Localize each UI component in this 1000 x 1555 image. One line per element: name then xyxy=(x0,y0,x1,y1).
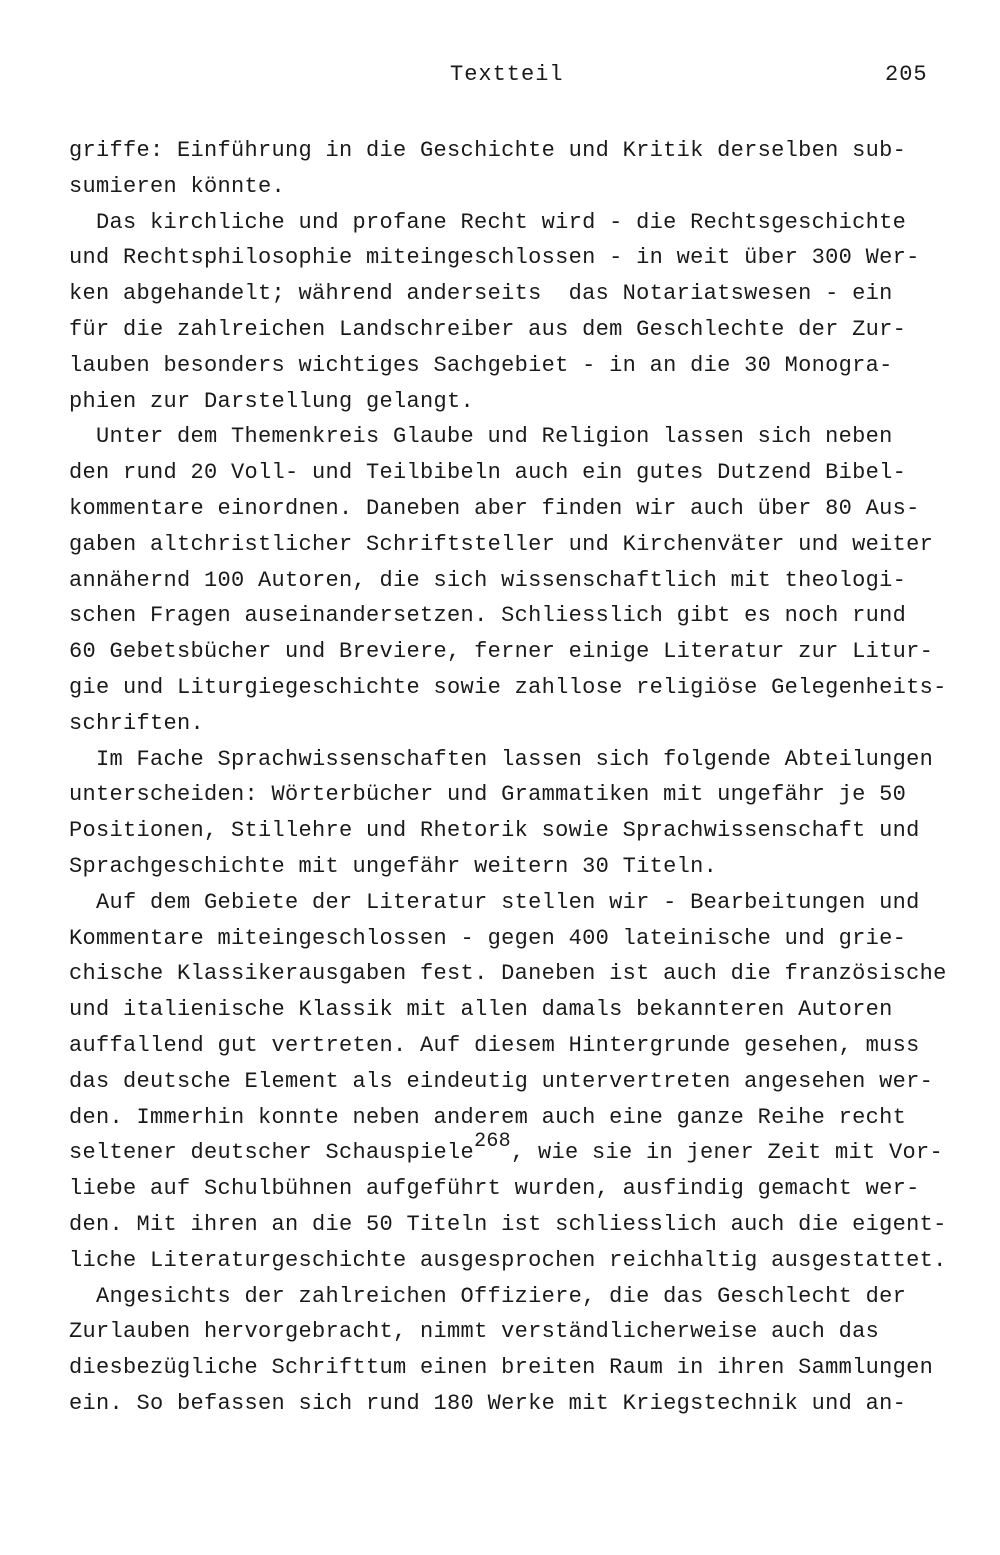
line-text-before-footnote: seltener deutscher Schauspiele xyxy=(69,1140,475,1166)
text-line: gie und Liturgiegeschichte sowie zahllose religiöse Gelegenheits- xyxy=(69,674,947,700)
text-line: Positionen, Stillehre und Rhetorik sowie Sprachwissenschaft und xyxy=(69,818,920,844)
text-line: für die zahlreichen Landschreiber aus dem Geschlechte der Zur- xyxy=(69,316,907,342)
text-line: den. Mit ihren an die 50 Titeln ist schliesslich auch die eigent- xyxy=(69,1211,947,1237)
text-line: diesbezügliche Schrifttum einen breiten Raum in ihren Sammlungen xyxy=(69,1355,934,1381)
page-header xyxy=(0,62,1000,92)
text-line: liche Literaturgeschichte ausgesprochen reichhaltig ausgestattet. xyxy=(69,1247,947,1273)
page-number: 205 xyxy=(885,62,928,87)
text-line: den rund 20 Voll- und Teilbibeln auch ein gutes Dutzend Bibel- xyxy=(69,460,907,486)
text-line: den. Immerhin konnte neben anderem auch eine ganze Reihe recht xyxy=(69,1104,907,1130)
text-line: Kommentare miteingeschlossen - gegen 400 lateinische und grie- xyxy=(69,925,907,951)
text-line: phien zur Darstellung gelangt. xyxy=(69,388,475,414)
text-line: liebe auf Schulbühnen aufgeführt wurden, ausfindig gemacht wer- xyxy=(69,1176,920,1202)
text-line: und italienische Klassik mit allen damals bekannteren Autoren xyxy=(69,997,893,1023)
paragraph-start-line: Das kirchliche und profane Recht wird - die Rechtsgeschichte xyxy=(96,209,907,235)
text-line: Sprachgeschichte mit ungefähr weitern 30 Titeln. xyxy=(69,853,718,879)
line-text-after-footnote: , wie sie in jener Zeit mit Vor- xyxy=(510,1140,944,1166)
text-line: schriften. xyxy=(69,710,205,736)
text-line: sumieren könnte. xyxy=(69,173,286,199)
footnote-marker[interactable]: 268 xyxy=(474,1129,511,1153)
text-line: schen Fragen auseinandersetzen. Schliesslich gibt es noch rund xyxy=(69,603,907,629)
text-line: kommentare einordnen. Daneben aber finden wir auch über 80 Aus- xyxy=(69,495,920,521)
text-line: chische Klassikerausgaben fest. Daneben ist auch die französische xyxy=(69,961,947,987)
paragraph-start-line: Auf dem Gebiete der Literatur stellen wir - Bearbeitungen und xyxy=(96,889,920,915)
text-line: und Rechtsphilosophie miteingeschlossen - in weit über 300 Wer- xyxy=(69,245,920,271)
text-line: das deutsche Element als eindeutig untervertreten angesehen wer- xyxy=(69,1068,934,1094)
paragraph-start-line: Angesichts der zahlreichen Offiziere, die das Geschlecht der xyxy=(96,1283,907,1309)
text-line: 60 Gebetsbücher und Breviere, ferner einige Literatur zur Litur- xyxy=(69,639,934,665)
text-line: ken abgehandelt; während anderseits das Notariatswesen - ein xyxy=(69,281,893,307)
paragraph-start-line: Unter dem Themenkreis Glaube und Religion lassen sich neben xyxy=(96,424,893,450)
text-line: Zurlauben hervorgebracht, nimmt verständlicherweise auch das xyxy=(69,1319,880,1345)
text-line: annähernd 100 Autoren, die sich wissenschaftlich mit theologi- xyxy=(69,567,907,593)
text-line: ein. So befassen sich rund 180 Werke mit Kriegstechnik und an- xyxy=(69,1390,907,1416)
paragraph-start-line: Im Fache Sprachwissenschaften lassen sich folgende Abteilungen xyxy=(96,746,934,772)
running-title: Textteil xyxy=(450,62,564,87)
text-line: lauben besonders wichtiges Sachgebiet - in an die 30 Monogra- xyxy=(69,352,893,378)
body-text xyxy=(69,133,959,1422)
text-line: griffe: Einführung in die Geschichte und Kritik derselben sub- xyxy=(69,138,907,163)
text-line: auffallend gut vertreten. Auf diesem Hintergrunde gesehen, muss xyxy=(69,1032,920,1058)
text-line-with-footnote xyxy=(69,1129,959,1171)
text-line: unterscheiden: Wörterbücher und Grammatiken mit ungefähr je 50 xyxy=(69,782,907,808)
text-line: gaben altchristlicher Schriftsteller und Kirchenväter und weiter xyxy=(69,531,934,557)
